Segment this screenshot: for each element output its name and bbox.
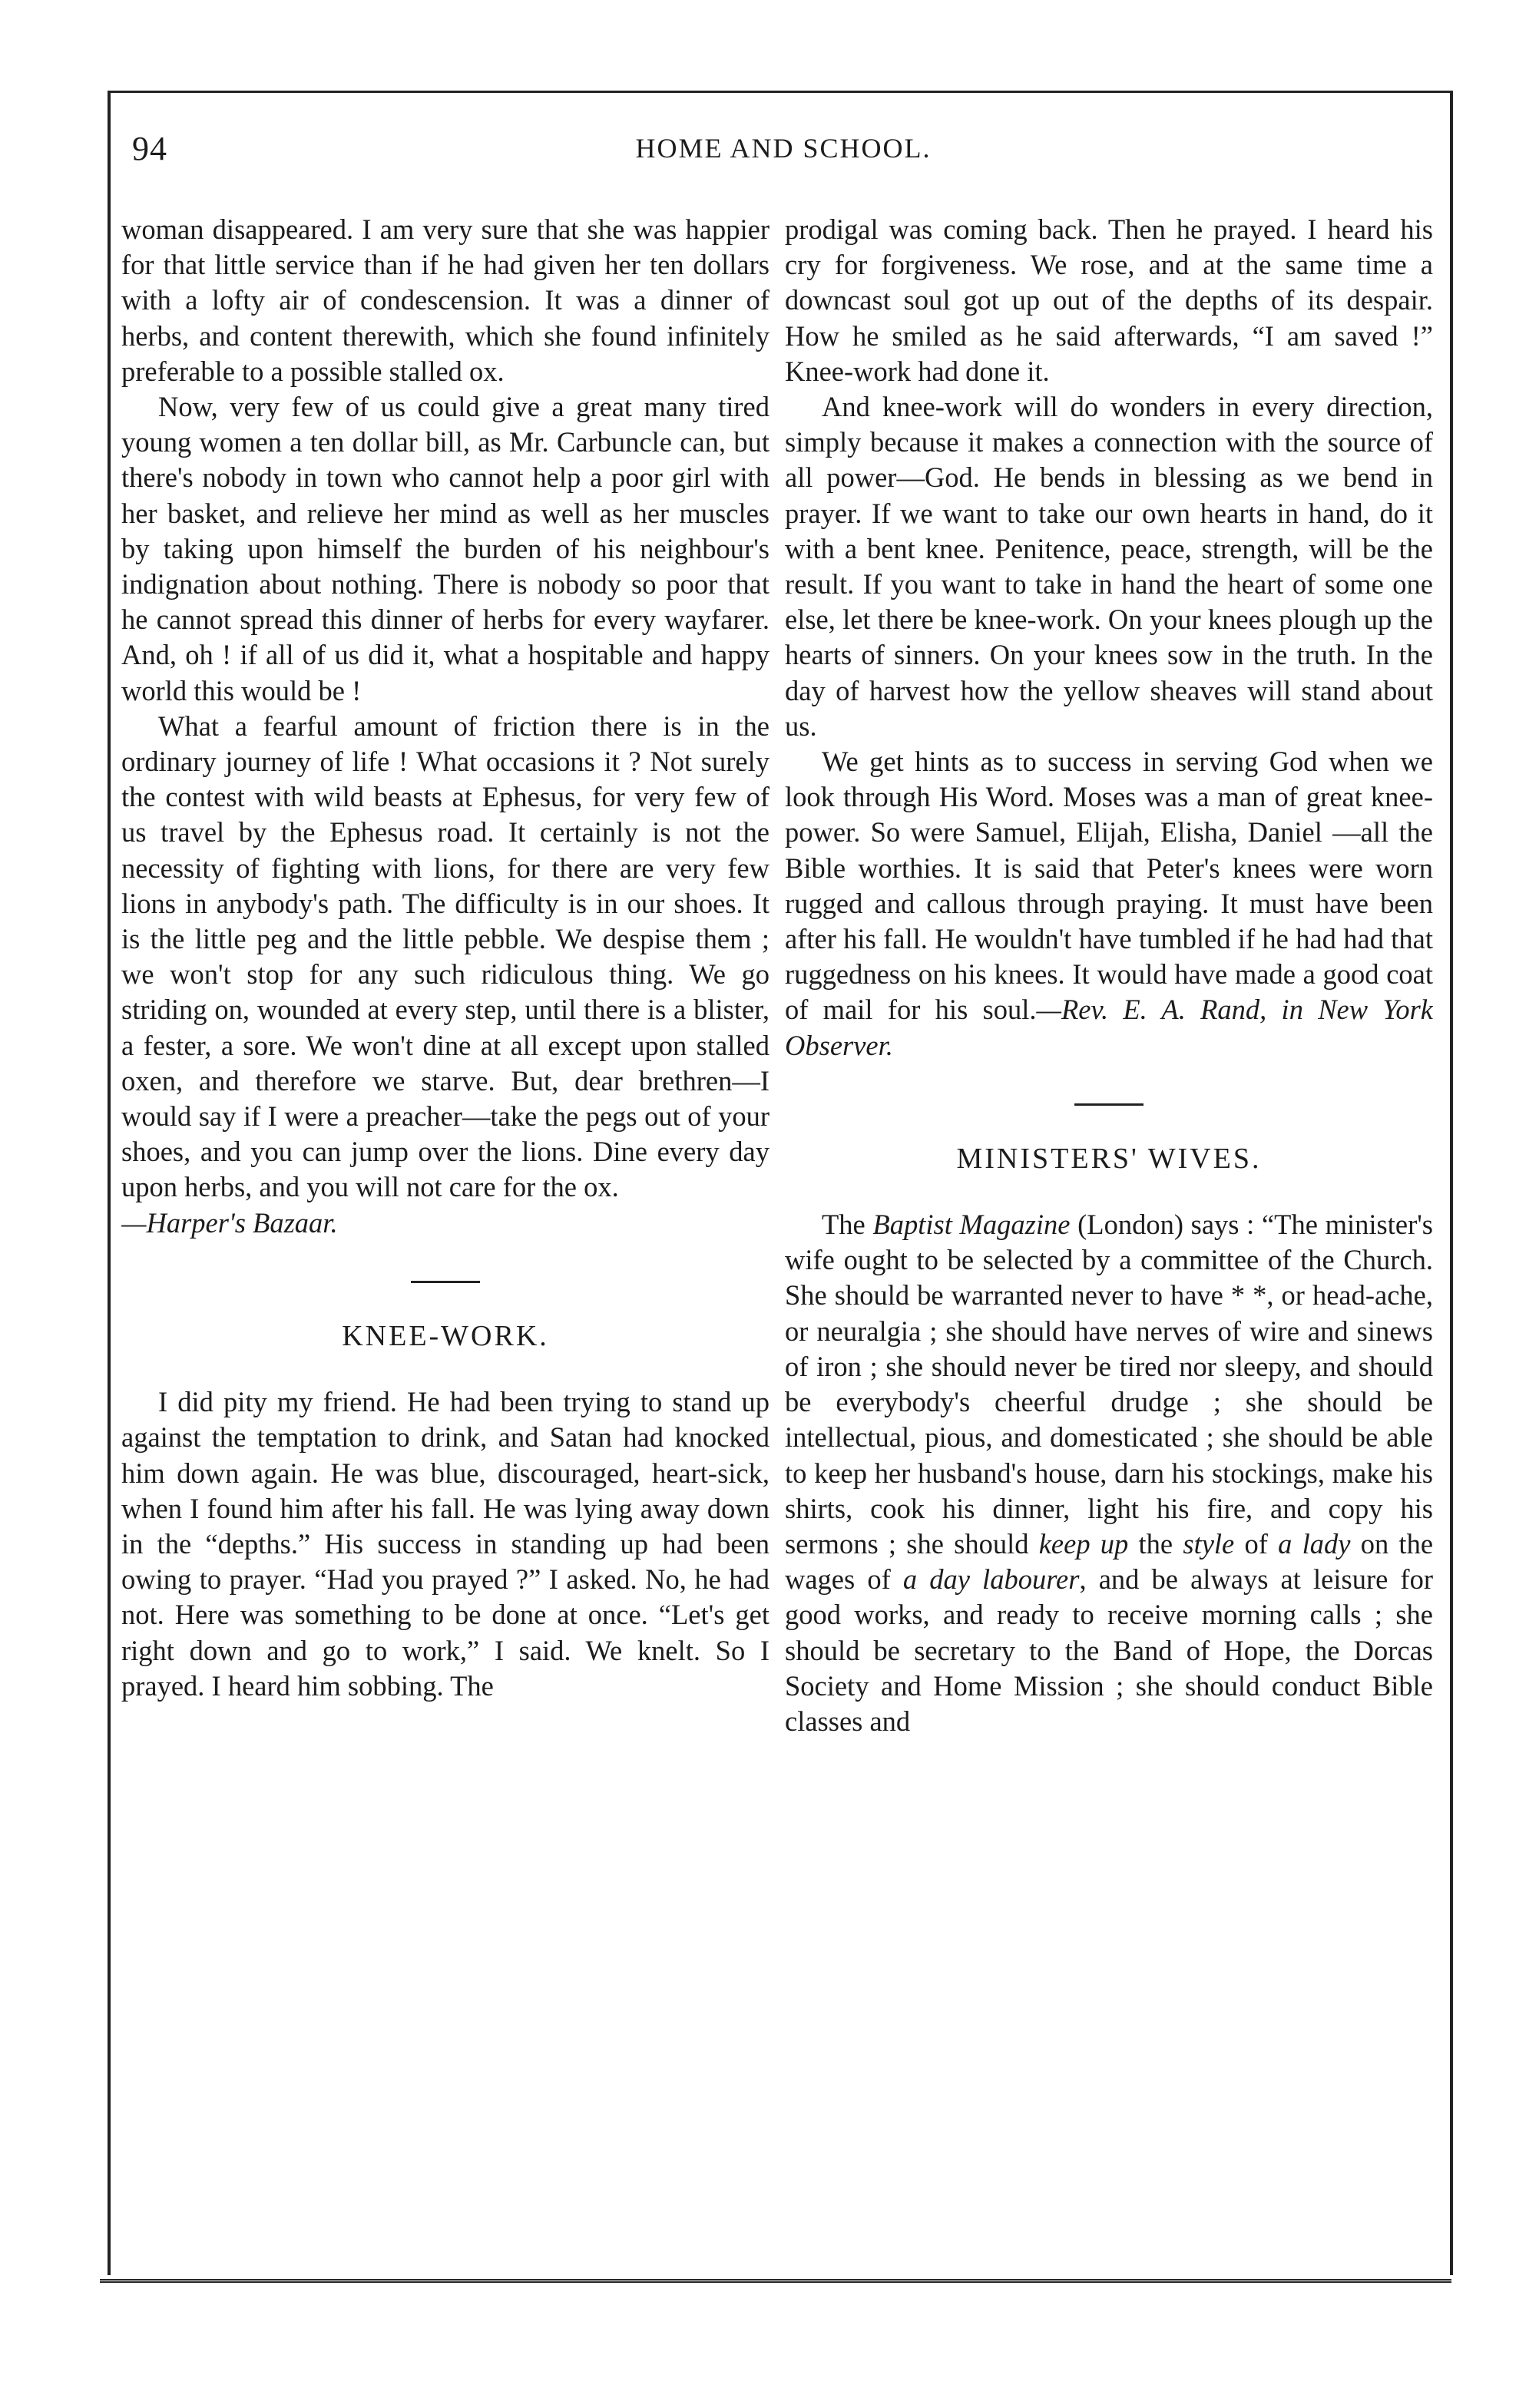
harpers-bazaar-attribution: —Harper's Bazaar.	[121, 1206, 338, 1239]
section-divider	[1074, 1103, 1143, 1106]
paragraph-knee-work-wonders: And knee-work will do wonders in every direction, simply because it makes a connection with the source of all power—God. He bends in blessing as we bend in prayer. If we want to take our own hearts in hand, do it with a bent knee. Penitence, peace, strength, will be the result. If you want to take in hand the heart of some one else, let there be knee-work. On your knees plough up the hearts of sinners. On your knees sow in the truth. In the day of harvest how the yellow sheaves will stand about us.	[785, 391, 1433, 742]
mw-text: , and be always at leisure for good works, and ready to receive morning calls ; she should be secretary to the Band of Hope, the Dorcas Society and Home Mission ; she should conduct Bible classes and	[785, 1563, 1433, 1737]
mw-text: (London) says : “The minister's wife ought to be selected by a committee of the Church. She should be warranted never to have * *, or head-ache, or neuralgia ; she should have nerves of wire and sinews of iron ; she should never be tired nor sleepy, and should be everybody's cheerful drudge ; she should be intellectual, pious, and domesticated ; she should be able to keep her husband's house, darn his stockings, make his shirts, cook his dinner, light his fire, and copy his sermons ; she should	[785, 1209, 1433, 1560]
ministers-wives-heading: MINISTERS' WIVES.	[956, 1142, 1262, 1175]
rand-attribution: —Rev. E. A. Rand, in New York Observer.	[785, 994, 1433, 1061]
mw-emphasis: style	[1183, 1527, 1235, 1560]
mw-text: on the wages of	[785, 1527, 1433, 1596]
mw-emphasis: keep up	[1038, 1527, 1129, 1560]
mw-magazine-title: Baptist Magazine	[872, 1209, 1071, 1241]
left-column	[121, 212, 770, 2270]
page-bottom-rule	[100, 2279, 1451, 2283]
mw-emphasis: a day labourer	[902, 1563, 1080, 1596]
paragraph-knee-work-continued: prodigal was coming back. Then he prayed. I heard his cry for forgiveness. We rose, and at the same time a downcast soul got up out of the depths of its despair. How he smiled as he said afterwards, “I am saved !” Knee-work had done it.	[785, 213, 1433, 387]
mw-text: The	[822, 1209, 873, 1241]
paragraph-knee-power	[785, 744, 1433, 1063]
section-divider	[411, 1281, 480, 1283]
knee-work-heading: KNEE-WORK.	[342, 1319, 549, 1352]
paragraph-dinner-of-herbs-end: woman disappeared. I am very sure that she was happier for that little service than if he had given her ten dollars with a lofty air of condescension. It was a dinner of herbs, and content therewith, which she found infinitely preferable to a possible stalled ox.	[121, 213, 770, 387]
paragraph-ten-dollar-bill: Now, very few of us could give a great many tired young women a ten dollar bill, as Mr. Carbuncle can, but there's nobody in town who cannot help a poor girl with her basket, and relieve her mind as well as her muscles by taking upon himself the burden of his neighbour's indignation about nothing. There is nobody so poor that he cannot spread this dinner of herbs for every wayfarer. And, oh ! if all of us did it, what a hospitable and happy world this would be !	[121, 391, 770, 706]
paragraph-knee-work-intro: I did pity my friend. He had been trying to stand up against the temptation to drink, and Satan had knocked him down again. He was blue, discouraged, heart-sick, when I found him after his fall. He was lying away down in the “depths.” His success in standing up had been owing to prayer. “Had you prayed ?” I asked. No, he had not. Here was something to be done at once. “Let's get right down and go to work,” I said. We knelt. So I prayed. I heard him sobbing. The	[121, 1386, 770, 1702]
page-number: 94	[132, 130, 167, 167]
mw-emphasis: a lady	[1278, 1527, 1351, 1560]
knee-power-text: We get hints as to success in serving God when we look through His Word. Moses was a man of great knee-power. So were Samuel, Elijah, Elisha, Daniel —all the Bible worthies. It is said that Peter's knees were worn rugged and callous through praying. It must have been after his fall. He wouldn't have tumbled if he had had that ruggedness on his knees. It would have made a good coat of mail for his soul.	[785, 746, 1433, 1026]
mw-text: of	[1234, 1527, 1279, 1560]
running-head	[132, 129, 1435, 172]
right-column	[785, 212, 1433, 2270]
mw-text: the	[1128, 1527, 1183, 1560]
paragraph-ministers-wives	[785, 1207, 1433, 1739]
journal-title: HOME AND SCHOOL.	[635, 133, 932, 164]
paragraph-friction: What a fearful amount of friction there is in the ordinary journey of life ! What occasions it ? Not surely the contest with wild beasts at Ephesus, for very few of us travel by the Ephesus road. It certainly is not the necessity of fighting with lions, for there are very few lions in anybody's path. The difficulty is in our shoes. It is the little peg and the little pebble. We despise them ; we won't stop for any such ridiculous thing. We go striding on, wounded at every step, until there is a blister, a fester, a sore. We won't dine at all except upon stalled oxen, and therefore we starve. But, dear brethren—I would say if I were a preacher—take the pegs out of your shoes, and you can jump over the lions. Dine every day upon herbs, and you will not care for the ox.	[121, 710, 770, 1203]
